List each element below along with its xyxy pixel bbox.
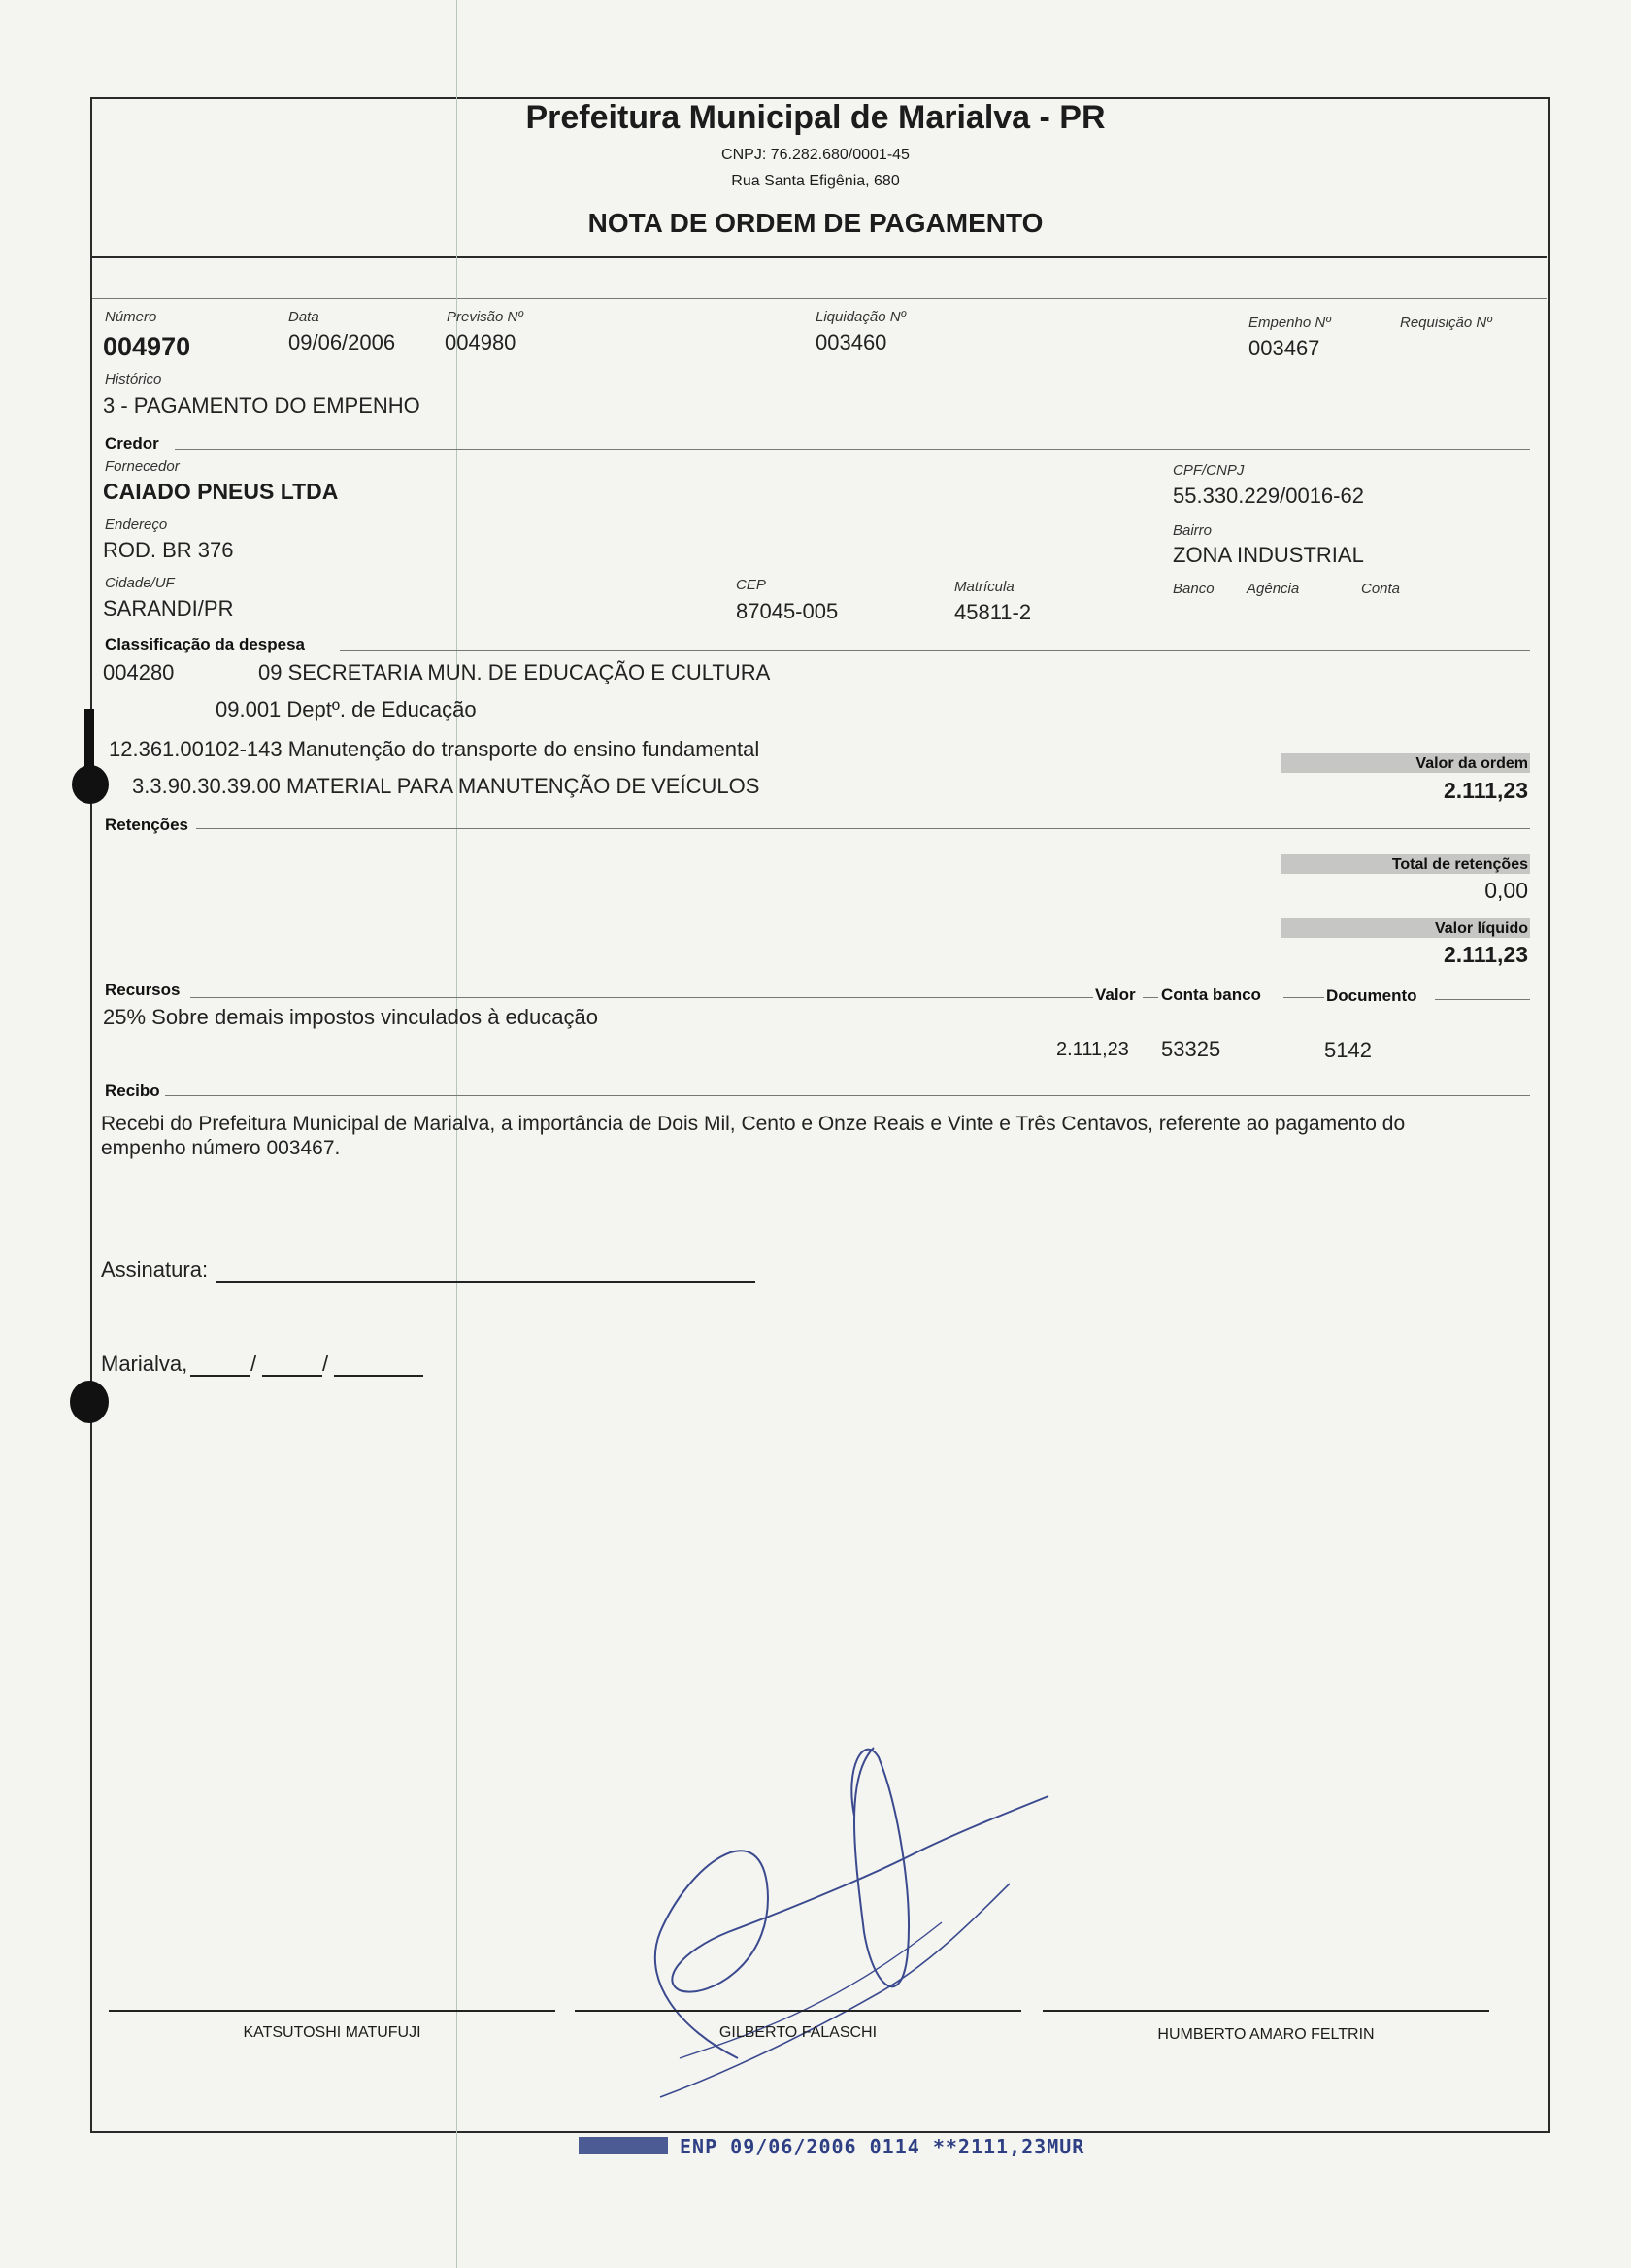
- signatory-1: KATSUTOSHI MATUFUJI: [243, 2024, 421, 2041]
- cidade-label: Cidade/UF: [105, 575, 175, 591]
- header-cnpj: CNPJ: 76.282.680/0001-45: [721, 147, 910, 163]
- classificacao-line-1: 09 SECRETARIA MUN. DE EDUCAÇÃO E CULTURA: [258, 660, 771, 684]
- header-address: Rua Santa Efigênia, 680: [731, 173, 900, 189]
- recibo-text-line-2: empenho número 003467.: [101, 1137, 341, 1159]
- data-value: 09/06/2006: [288, 330, 396, 354]
- retencoes-value: 0,00: [1484, 878, 1528, 903]
- historico-label: Histórico: [105, 371, 162, 387]
- bairro-value: ZONA INDUSTRIAL: [1173, 543, 1364, 567]
- document-title: NOTA DE ORDEM DE PAGAMENTO: [587, 208, 1044, 238]
- recursos-valor: 2.111,23: [1056, 1039, 1129, 1060]
- cep-value: 87045-005: [736, 599, 839, 623]
- signatory-2: GILBERTO FALASCHI: [718, 2024, 878, 2041]
- bank-stamp: ENP 09/06/2006 0114 **2111,23MUR: [680, 2135, 1085, 2158]
- signature-line-1: [109, 2010, 555, 2012]
- header-divider-thin: [92, 298, 1547, 299]
- conta-label: Conta: [1361, 581, 1401, 597]
- numero-value: 004970: [103, 332, 191, 361]
- binder-hole-bottom: [70, 1381, 109, 1423]
- agencia-label: Agência: [1247, 581, 1300, 597]
- signature-line-2: [575, 2010, 1021, 2012]
- recursos-valor-label: Valor: [1095, 985, 1136, 1004]
- bairro-label: Bairro: [1173, 522, 1213, 539]
- liquidacao-value: 003460: [816, 330, 887, 354]
- signatory-3: HUMBERTO AMARO FELTRIN: [1157, 2026, 1375, 2043]
- date-line-day: [190, 1375, 250, 1377]
- date-slash-1: /: [250, 1351, 257, 1376]
- recursos-rule-2: [1143, 997, 1158, 998]
- assinatura-line: [216, 1281, 755, 1283]
- assinatura-label: Assinatura:: [101, 1257, 209, 1282]
- empenho-label: Empenho Nº: [1248, 315, 1331, 331]
- bank-stamp-logo: [579, 2137, 668, 2154]
- recursos-descricao: 25% Sobre demais impostos vinculados à educação: [103, 1005, 598, 1029]
- credor-section-label: Credor: [105, 434, 159, 452]
- classificacao-code: 004280: [103, 660, 175, 684]
- liquido-label: Valor líquido: [1434, 920, 1528, 937]
- recibo-text-line-1: Recebi do Prefeitura Municipal de Marialva, a importância de Dois Mil, Cento e Onze Reais e Vinte e Três Centavos, referente ao pagamento do: [101, 1113, 1406, 1135]
- recursos-rule-4: [1435, 999, 1530, 1000]
- recursos-documento-label: Documento: [1326, 986, 1417, 1005]
- endereco-value: ROD. BR 376: [103, 538, 234, 562]
- classificacao-line-2: 09.001 Deptº. de Educação: [216, 697, 477, 721]
- recursos-rule: [190, 997, 1093, 998]
- liquidacao-label: Liquidação Nº: [816, 309, 907, 325]
- cpf-label: CPF/CNPJ: [1173, 462, 1245, 479]
- recibo-rule: [165, 1095, 1530, 1096]
- handwritten-signature: [621, 1738, 1068, 2126]
- cep-label: CEP: [736, 577, 766, 593]
- date-line-month: [262, 1375, 322, 1377]
- fornecedor-value: CAIADO PNEUS LTDA: [103, 479, 339, 504]
- liquido-value: 2.111,23: [1444, 942, 1528, 967]
- endereco-label: Endereço: [105, 517, 168, 533]
- cpf-value: 55.330.229/0016-62: [1173, 484, 1364, 508]
- date-slash-2: /: [322, 1351, 329, 1376]
- binder-hole-top: [72, 765, 109, 804]
- page-title: Prefeitura Municipal de Marialva - PR: [525, 99, 1106, 136]
- matricula-value: 45811-2: [954, 600, 1032, 624]
- local-date-label: Marialva,: [101, 1351, 188, 1376]
- banco-label: Banco: [1173, 581, 1215, 597]
- matricula-label: Matrícula: [954, 579, 1015, 595]
- requisicao-label: Requisição Nº: [1400, 315, 1492, 331]
- valor-ordem-label: Valor da ordem: [1415, 755, 1528, 772]
- previsao-label: Previsão Nº: [447, 309, 523, 325]
- retencoes-section-label: Retenções: [105, 816, 188, 834]
- classificacao-section-label: Classificação da despesa: [105, 635, 306, 653]
- classificacao-line-3: 12.361.00102-143 Manutenção do transporte do ensino fundamental: [109, 737, 760, 761]
- recursos-section-label: Recursos: [105, 981, 181, 999]
- recibo-section-label: Recibo: [105, 1082, 160, 1100]
- recursos-conta: 53325: [1161, 1037, 1221, 1061]
- fornecedor-label: Fornecedor: [105, 458, 180, 475]
- classificacao-rule: [340, 650, 1530, 651]
- empenho-value: 003467: [1248, 336, 1320, 360]
- previsao-value: 004980: [445, 330, 516, 354]
- classificacao-line-4: 3.3.90.30.39.00 MATERIAL PARA MANUTENÇÃO DE VEÍCULOS: [132, 774, 760, 798]
- signature-line-3: [1043, 2010, 1489, 2012]
- historico-value: 3 - PAGAMENTO DO EMPENHO: [103, 393, 420, 417]
- cidade-value: SARANDI/PR: [103, 596, 234, 620]
- credor-rule: [175, 449, 1530, 450]
- numero-label: Número: [105, 309, 157, 325]
- recursos-conta-label: Conta banco: [1161, 985, 1261, 1004]
- data-label: Data: [288, 309, 319, 325]
- header-divider: [92, 256, 1547, 258]
- valor-ordem-value: 2.111,23: [1444, 778, 1528, 803]
- retencoes-rule: [196, 828, 1530, 829]
- date-line-year: [334, 1375, 423, 1377]
- retencoes-label: Total de retenções: [1391, 856, 1528, 873]
- recursos-documento: 5142: [1324, 1038, 1372, 1062]
- recursos-rule-3: [1283, 997, 1324, 998]
